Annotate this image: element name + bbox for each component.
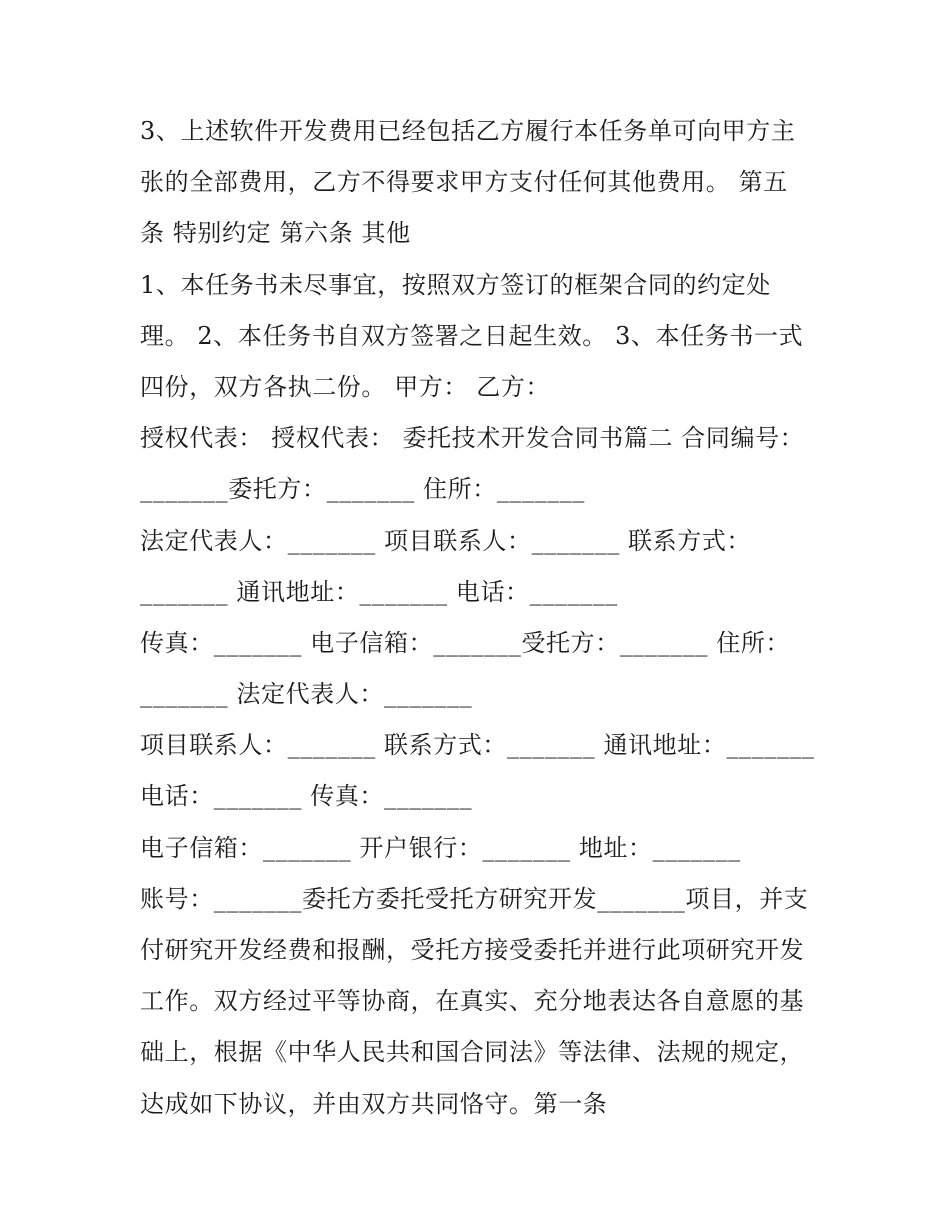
- text-line-1: 3、上述软件开发费用已经包括乙方履行本任务单可向甲方主: [140, 117, 796, 145]
- text-line-18: 工作。双方经过平等协商，在真实、充分地表达各自意愿的基: [140, 987, 805, 1016]
- text-line-8: _______委托方：_______ 住所：_______: [140, 475, 586, 504]
- text-line-19: 础上，根据《中华人民共和国合同法》等法律、法规的规定，: [140, 1038, 805, 1067]
- text-line-2: 张的全部费用，乙方不得要求甲方支付任何其他费用。 第五: [140, 168, 788, 197]
- text-line-11: 传真：_______ 电子信箱：_______受托方：_______ 住所：: [140, 628, 791, 657]
- text-line-10: _______ 通讯地址：_______ 电话：_______: [140, 577, 618, 606]
- text-line-4: 1、本任务书未尽事宜，按照双方签订的框架合同的约定处: [140, 270, 771, 299]
- text-line-17: 付研究开发经费和报酬，受托方接受委托并进行此项研究开发: [140, 936, 805, 964]
- text-line-13: 项目联系人：_______ 联系方式：_______ 通讯地址：_______: [140, 731, 815, 760]
- text-line-15: 电子信箱：_______ 开户银行：_______ 地址：_______: [140, 833, 741, 862]
- text-line-16: 账号：_______委托方委托受托方研究开发_______项目，并支: [140, 884, 809, 913]
- text-line-12: _______ 法定代表人：_______: [140, 680, 473, 709]
- contract-text-block: [140, 106, 830, 1130]
- text-line-9: 法定代表人：_______ 项目联系人：_______ 联系方式：: [140, 526, 752, 555]
- text-line-3: 条 特别约定 第六条 其他: [140, 219, 411, 248]
- text-line-7: 授权代表： 授权代表： 委托技术开发合同书篇二 合同编号：: [140, 424, 805, 453]
- text-line-20: 达成如下协议，并由双方共同恪守。第一条: [140, 1089, 608, 1118]
- text-line-6: 四份，双方各执二份。 甲方： 乙方：: [140, 372, 551, 401]
- text-line-14: 电话：_______ 传真：_______: [140, 782, 473, 811]
- text-line-5: 理。 2、本任务书自双方签署之日起生效。 3、本任务书一式: [140, 321, 804, 350]
